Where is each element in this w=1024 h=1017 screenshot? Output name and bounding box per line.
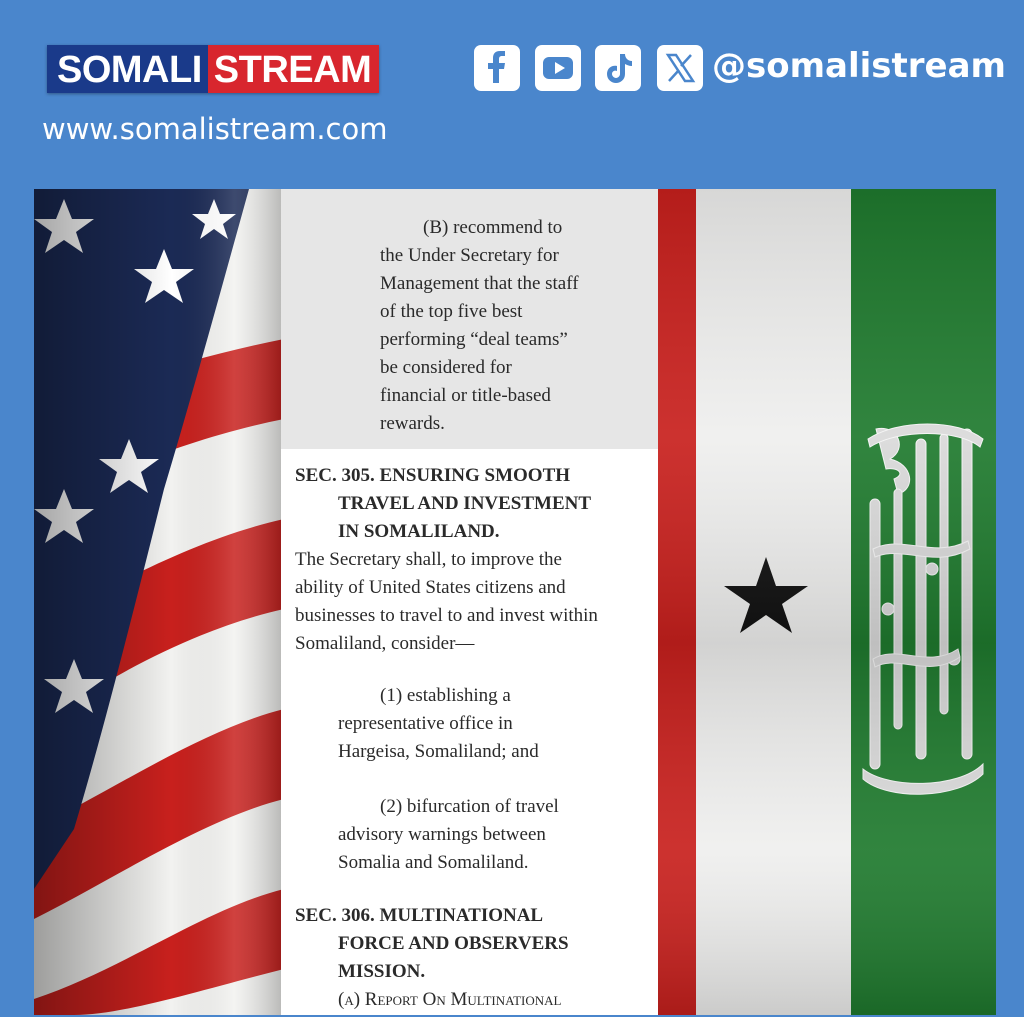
doc-line: Somalia and Somaliland. bbox=[338, 852, 529, 873]
section-305-heading: TRAVEL AND INVESTMENT bbox=[338, 493, 592, 514]
somaliland-flag-image bbox=[658, 189, 996, 1015]
doc-line: Somaliland, consider— bbox=[295, 633, 475, 654]
section-305-heading: SEC. 305. ENSURING SMOOTH bbox=[295, 465, 571, 486]
social-handle[interactable]: @somalistream bbox=[712, 46, 1006, 86]
section-305-heading: IN SOMALILAND. bbox=[338, 521, 500, 542]
brand-logo-part1: SOMALI bbox=[47, 45, 208, 93]
doc-line: financial or title-based bbox=[380, 385, 551, 406]
x-icon[interactable] bbox=[657, 45, 703, 91]
doc-line: (B) recommend to bbox=[423, 217, 563, 238]
facebook-icon[interactable] bbox=[474, 45, 520, 91]
doc-line: (a) Report On Multinational bbox=[338, 989, 562, 1010]
doc-line: The Secretary shall, to improve the bbox=[295, 549, 562, 570]
doc-line: ability of United States citizens and bbox=[295, 577, 566, 598]
brand-logo bbox=[47, 45, 379, 93]
doc-line: (1) establishing a bbox=[380, 685, 511, 706]
tiktok-icon[interactable] bbox=[595, 45, 641, 91]
website-url[interactable]: www.somalistream.com bbox=[42, 112, 388, 146]
youtube-icon[interactable] bbox=[535, 45, 581, 91]
us-flag-image bbox=[34, 189, 284, 1015]
doc-line: businesses to travel to and invest within bbox=[295, 605, 598, 626]
doc-line: (2) bifurcation of travel bbox=[380, 796, 559, 817]
doc-line: representative office in bbox=[338, 713, 513, 734]
doc-line: performing “deal teams” bbox=[380, 329, 568, 350]
doc-line: be considered for bbox=[380, 357, 512, 378]
doc-line: Management that the staff bbox=[380, 273, 579, 294]
brand-logo-part2: STREAM bbox=[208, 45, 379, 93]
doc-line: Hargeisa, Somaliland; and bbox=[338, 741, 539, 762]
doc-line: the Under Secretary for bbox=[380, 245, 559, 266]
doc-line: of the top five best bbox=[380, 301, 523, 322]
section-306-heading: FORCE AND OBSERVERS bbox=[338, 933, 569, 954]
section-306-heading: MISSION. bbox=[338, 961, 426, 982]
doc-line: advisory warnings between bbox=[338, 824, 546, 845]
bill-text-document bbox=[281, 189, 659, 1015]
doc-line: rewards. bbox=[380, 413, 445, 434]
section-306-heading: SEC. 306. MULTINATIONAL bbox=[295, 905, 544, 926]
